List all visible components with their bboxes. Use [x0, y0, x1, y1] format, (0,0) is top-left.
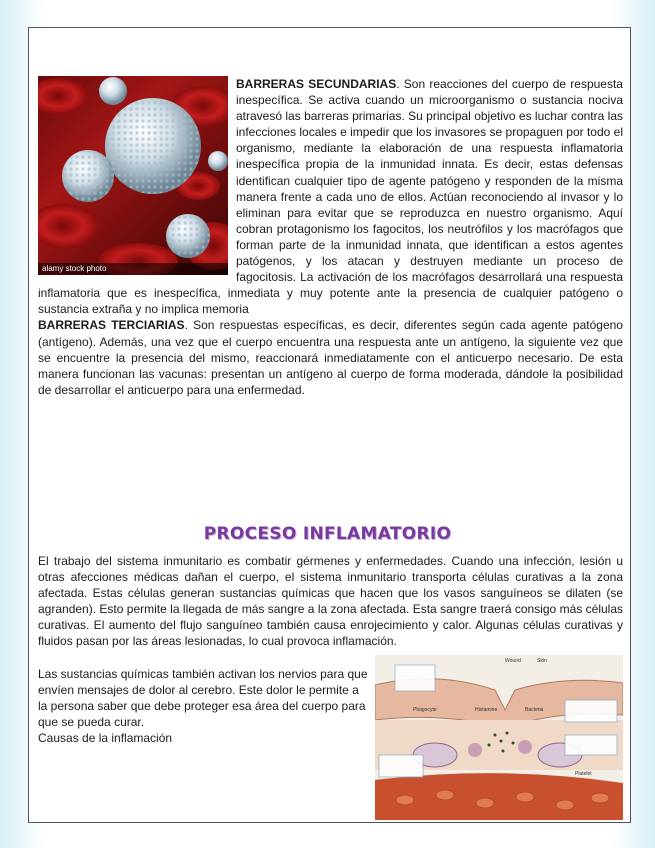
causas-heading: Causas de la inflamación — [38, 731, 173, 746]
label-skin: Skin — [537, 658, 547, 664]
terciarias-keyword: BARRERAS TERCIARIAS — [38, 318, 185, 333]
inflamatorio-paragraph-2: Las sustancias químicas también activan los nervios para que envíen mensajes de dolor al cerebro. Este dolor le permite a la persona saber que debe proteger esa área del cuerpo para que se pueda curar. — [38, 667, 368, 730]
label-wound: Wound — [505, 658, 521, 664]
label-bacteria: Bacteria — [525, 707, 544, 713]
terciarias-text: . Son respuestas específicas, es decir, diferentes según cada agente patógeno (antígeno). Además, una vez que el cuerpo encuentra una respuesta ante un antígeno, la siguiente vez que se encuentre la presencia del mismo, reaccionará inmediatamente con el anticuerpo necesario. De esta manera funcionan las vacunas: presentan un antígeno al cuerpo de forma moderada, dándole la posibilidad de desarrollar el anticuerpo para una enfermedad. — [38, 318, 623, 397]
inflammation-diagram — [375, 655, 623, 820]
stock-watermark: alamy stock photo — [38, 263, 228, 275]
inflamatorio-lower-block — [38, 666, 368, 746]
inflammation-illustration — [375, 655, 623, 820]
secundarias-keyword: BARRERAS SECUNDARIAS — [236, 77, 397, 91]
blood-cells-photo — [38, 76, 228, 275]
label-histamine: Histamine — [475, 707, 498, 713]
inflamatorio-paragraph-1: El trabajo del sistema inmunitario es combatir gérmenes y enfermedades. Cuando una infección, lesión u otras afecciones médicas dañan el cuerpo, el sistema inmunitario transporta células curativas a la zona afectada. Estas células generan sustancias químicas que hacen que los vasos sanguíneos se dilaten (se agranden). Esto permite la llegada de más sangre a la zona afectada. Esta sangre traerá consigo más células curativas. El aumento del flujo sanguíneo también causa enrojecimiento y calor. Algunas células curativas y fluidos pasan por las áreas lesionadas, lo cual provoca inflamación. — [38, 554, 623, 649]
section-title: PROCESO INFLAMATORIO — [203, 524, 452, 544]
label-phagocyte: Phagocyte — [413, 707, 437, 713]
label-platelet: Platelet — [575, 771, 592, 777]
terciarias-paragraph — [38, 317, 623, 397]
secundarias-text: . Son reacciones del cuerpo de respuesta inespecífica. Se activa cuando un microorganismo o sustancia nociva atravesó las barreras primarias. Su principal objetivo es luchar contra las infecciones locales e impedir que los invasores se propaguen por todo el organismo, mediante la elaboración de una respuesta inflamatoria inespecífica propia de la inmunidad innata. Es decir, estas defensas identifican cualquier tipo de agente patógeno y responden de la misma manera frente a cada uno de ellos. Actúan reconociendo al invasor y lo eliminan para evitar que se reproduzca en nuestro organismo. Aquí cobran protagonismo los fagocitos, los neutrófilos y los macrófagos que forman parte de la inmunidad innata, que identifican a estos agentes patógenos, y los atacan y destruyen mediante un proceso de fagocitosis. La activación de los macrófagos desarrollará una respuesta inflamatoria que es inespecífica, inmediata y muy potente ante la presencia de cualquier patógeno o sustancia extraña y no implica memoria — [38, 77, 623, 317]
blood-cells-illustration — [38, 76, 228, 275]
barreras-block — [38, 76, 623, 398]
